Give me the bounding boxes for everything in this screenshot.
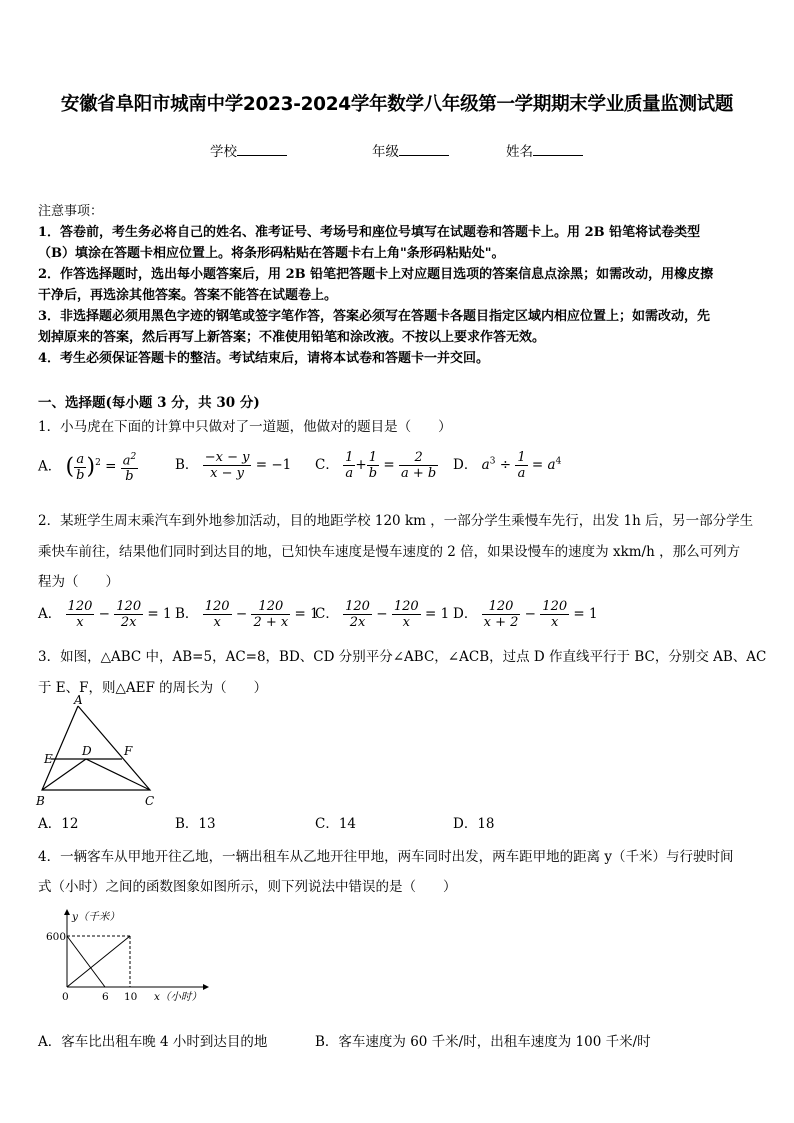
label-f: F bbox=[124, 744, 133, 758]
label-e: E bbox=[44, 752, 53, 766]
label-c: C bbox=[145, 794, 155, 808]
q4-option-b: B．客车速度为 60 千米/时，出租车速度为 100 千米/时 bbox=[315, 1034, 651, 1050]
school-label: 学校 bbox=[210, 144, 237, 160]
question-2-line: 程为（ ） bbox=[38, 574, 119, 590]
note-line: 3．非选择题必须用黑色字迹的钢笔或签字笔作答，答案必须写在答题卡各题目指定区域内相应位置上；如需改动，先 bbox=[38, 309, 711, 324]
q2-option-d: D． $\frac{120}{x + 2}$ − $\frac{120}{x}$ = 1 bbox=[453, 599, 598, 630]
page-title: 安徽省阜阳市城南中学2023-2024学年数学八年级第一学期期末学业质量监测试题 bbox=[60, 94, 734, 115]
q1-option-c: C． $\frac{1}{a}$ + $\frac{1}{b}$ = $\frac{2}{a + b}$ bbox=[315, 450, 437, 481]
notes-heading: 注意事项： bbox=[38, 204, 104, 219]
triangle-abc bbox=[42, 706, 150, 790]
y-axis-label: y（千米） bbox=[72, 911, 120, 923]
note-line: 划掉原来的答案，然后再写上新答案；不准使用铅笔和涂改液。不按以上要求作答无效。 bbox=[38, 330, 546, 345]
note-line: 2．作答选择题时，选出每小题答案后，用 2B 铅笔把答题卡上对应题目选项的答案信息点涂黑；如需改动，用橡皮擦 bbox=[38, 267, 714, 282]
grade-field bbox=[372, 140, 449, 160]
x-tick-10: 10 bbox=[124, 991, 138, 1003]
q1-option-a: A． ( $\frac{a}{b}$ )$^2$ = $\frac{a^2}{b}$ bbox=[38, 451, 137, 485]
note-line: （B）填涂在答题卡相应位置上。将条形码粘贴在答题卡右上角"条形码粘贴处"。 bbox=[38, 246, 505, 261]
taxi-line bbox=[67, 936, 105, 987]
x-axis-label: x（小时） bbox=[154, 991, 202, 1003]
bus-line bbox=[67, 936, 130, 987]
q3-option-a: A．12 bbox=[38, 816, 79, 832]
grade-label: 年级 bbox=[372, 144, 399, 160]
question-2-line: 2．某班学生周末乘汽车到外地参加活动，目的地距学校 120 km ，一部分学生乘慢车先行，出发 1h 后，另一部分学生 bbox=[38, 513, 754, 529]
school-field bbox=[210, 140, 287, 160]
label-b: B bbox=[36, 794, 45, 808]
x-tick-0: 0 bbox=[62, 991, 69, 1003]
note-line: 4．考生必须保证答题卡的整洁。考试结束后，请将本试卷和答题卡一并交回。 bbox=[38, 351, 490, 366]
question-4-line: 4．一辆客车从甲地开往乙地，一辆出租车从乙地开往甲地，两车同时出发，两车距甲地的距离 y（千米）与行驶时间 bbox=[38, 849, 734, 865]
name-label: 姓名 bbox=[506, 144, 533, 160]
label-a: A bbox=[74, 695, 83, 707]
q3-option-b: B．13 bbox=[175, 816, 216, 832]
name-field bbox=[506, 140, 583, 160]
distance-time-graph bbox=[38, 905, 228, 1010]
question-1-stem: 1．小马虎在下面的计算中只做对了一道题，他做对的题目是（ ） bbox=[38, 419, 452, 435]
q1-option-d: D． $a^3$ ÷ $\frac{1}{a}$ = $a^4$ bbox=[453, 450, 562, 481]
q3-option-c: C．14 bbox=[315, 816, 357, 832]
x-tick-6: 6 bbox=[102, 991, 109, 1003]
note-line: 干净后，再选涂其他答案。答案不能答在试题卷上。 bbox=[38, 288, 338, 303]
label-d: D bbox=[82, 744, 92, 758]
section-heading: 一、选择题(每小题 3 分，共 30 分) bbox=[38, 395, 260, 411]
y-tick-600: 600 bbox=[46, 931, 67, 943]
q2-option-c: C． $\frac{120}{2x}$ − $\frac{120}{x}$ = 1 bbox=[315, 599, 450, 630]
q4-option-a: A．客车比出租车晚 4 小时到达目的地 bbox=[38, 1034, 268, 1050]
note-line: 1．答卷前，考生务必将自己的姓名、准考证号、考场号和座位号填写在试题卷和答题卡上。用 2B 铅笔将试卷类型 bbox=[38, 225, 701, 240]
question-3-line: 3．如图，△ABC 中，AB=5，AC=8，BD、CD 分别平分∠ABC，∠ACB，过点 D 作直线平行于 BC，分别交 AB、AC bbox=[38, 649, 767, 665]
q2-option-b: B． $\frac{120}{x}$ − $\frac{120}{2 + x}$ = 1 bbox=[175, 599, 319, 630]
q1-option-b: B． $\frac{-x - y}{x - y}$ = −1 bbox=[175, 450, 292, 481]
triangle-figure bbox=[30, 695, 165, 810]
q3-option-d: D．18 bbox=[453, 816, 495, 832]
question-2-line: 乘快车前往，结果他们同时到达目的地，已知快车速度是慢车速度的 2 倍，如果设慢车的速度为 xkm/h ，那么可列方 bbox=[38, 544, 741, 560]
q2-option-a: A． $\frac{120}{x}$ − $\frac{120}{2x}$ = 1 bbox=[38, 599, 172, 630]
line-cd bbox=[86, 759, 150, 790]
question-4-line: 式（小时）之间的函数图象如图所示，则下列说法中错误的是（ ） bbox=[38, 879, 457, 895]
question-3-line: 于 E、F，则△AEF 的周长为（ ） bbox=[38, 680, 268, 696]
